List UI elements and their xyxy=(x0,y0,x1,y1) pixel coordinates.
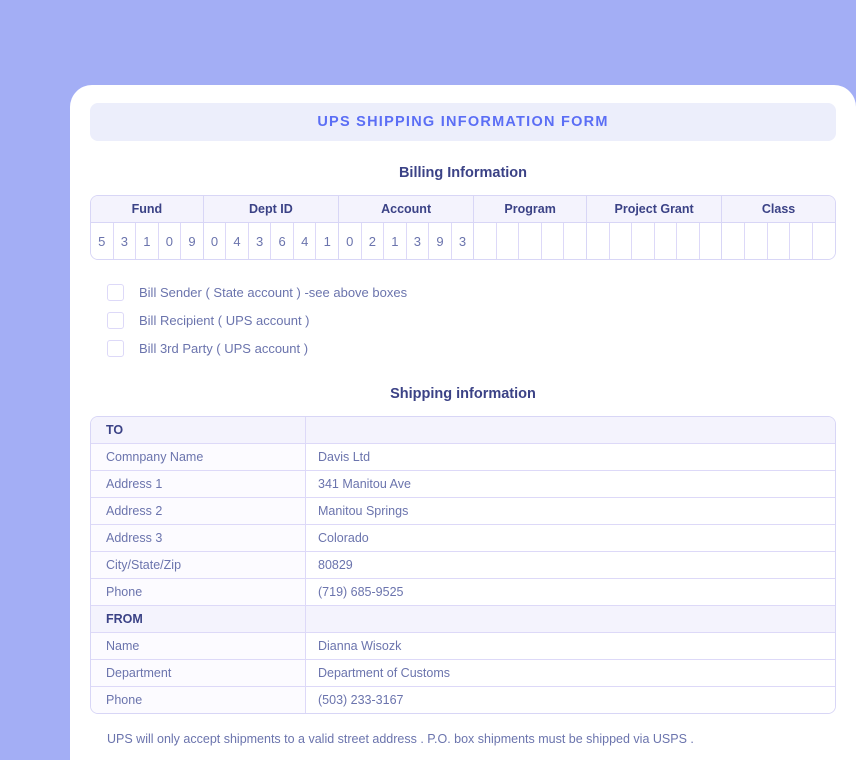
table-row-label: Address 2 xyxy=(91,498,306,524)
billing-code-cell[interactable] xyxy=(564,223,586,259)
billing-code-cell[interactable]: 1 xyxy=(316,223,338,259)
table-row-label: Address 1 xyxy=(91,471,306,497)
billing-code-cell[interactable]: 3 xyxy=(249,223,272,259)
billing-group-header-row xyxy=(91,196,835,223)
billing-code-cell[interactable]: 0 xyxy=(204,223,227,259)
table-row xyxy=(91,525,835,552)
checkbox-icon[interactable] xyxy=(107,312,124,329)
billing-group-label: Program xyxy=(474,196,587,223)
billing-group-label: Project Grant xyxy=(587,196,722,223)
billing-option-label: Bill 3rd Party ( UPS account ) xyxy=(139,340,309,356)
billing-group-label: Dept ID xyxy=(204,196,339,223)
billing-code-cell[interactable] xyxy=(700,223,722,259)
table-row xyxy=(91,687,835,713)
table-row-label: Phone xyxy=(91,579,306,605)
table-row xyxy=(91,471,835,498)
billing-group-cells-row xyxy=(91,223,835,259)
table-row-value[interactable]: 80829 xyxy=(306,552,835,578)
billing-code-cell[interactable] xyxy=(790,223,813,259)
billing-option-list xyxy=(90,278,836,362)
billing-code-cell[interactable] xyxy=(655,223,678,259)
billing-code-cell[interactable]: 1 xyxy=(136,223,159,259)
table-row-label: TO xyxy=(91,417,306,443)
billing-group-label: Class xyxy=(722,196,835,223)
table-row-value[interactable] xyxy=(306,606,835,632)
billing-group-cells xyxy=(474,223,587,259)
form-title-banner xyxy=(90,103,836,141)
table-row-value[interactable]: Colorado xyxy=(306,525,835,551)
billing-code-cell[interactable]: 1 xyxy=(384,223,407,259)
table-section-row xyxy=(91,417,835,444)
billing-code-cell[interactable]: 2 xyxy=(362,223,385,259)
table-row-value[interactable]: Manitou Springs xyxy=(306,498,835,524)
table-row-label: Comnpany Name xyxy=(91,444,306,470)
billing-group-cells xyxy=(91,223,204,259)
billing-group-cells xyxy=(722,223,835,259)
billing-option-row[interactable] xyxy=(107,306,836,334)
billing-group-label: Account xyxy=(339,196,474,223)
table-row-value[interactable]: (503) 233-3167 xyxy=(306,687,835,713)
billing-section-heading: Billing Information xyxy=(398,165,528,181)
table-row xyxy=(91,660,835,687)
billing-code-cell[interactable]: 5 xyxy=(91,223,114,259)
table-row-value[interactable]: Department of Customs xyxy=(306,660,835,686)
billing-code-cell[interactable] xyxy=(768,223,791,259)
billing-group-label: Fund xyxy=(91,196,204,223)
table-row-value[interactable]: Dianna Wisozk xyxy=(306,633,835,659)
billing-code-cell[interactable]: 6 xyxy=(271,223,294,259)
table-section-row xyxy=(91,606,835,633)
billing-code-cell[interactable] xyxy=(632,223,655,259)
billing-group-cells xyxy=(339,223,474,259)
billing-option-label: Bill Recipient ( UPS account ) xyxy=(139,312,310,328)
table-row xyxy=(91,444,835,471)
billing-code-cell[interactable]: 3 xyxy=(452,223,474,259)
billing-code-grid xyxy=(90,195,836,260)
billing-code-cell[interactable] xyxy=(677,223,700,259)
billing-option-row[interactable] xyxy=(107,334,836,362)
table-row-label: Department xyxy=(91,660,306,686)
billing-code-cell[interactable] xyxy=(813,223,835,259)
billing-code-cell[interactable]: 0 xyxy=(159,223,182,259)
billing-code-cell[interactable] xyxy=(745,223,768,259)
billing-code-cell[interactable]: 3 xyxy=(407,223,430,259)
table-row-label: Address 3 xyxy=(91,525,306,551)
checkbox-icon[interactable] xyxy=(107,340,124,357)
table-row xyxy=(91,552,835,579)
billing-code-cell[interactable] xyxy=(474,223,497,259)
form-note: UPS will only accept shipments to a valid street address . P.O. box shipments must be shipped via USPS . xyxy=(107,732,694,746)
table-row-value[interactable]: Davis Ltd xyxy=(306,444,835,470)
table-row-value[interactable] xyxy=(306,417,835,443)
page-title: UPS SHIPPING INFORMATION FORM xyxy=(317,114,609,130)
billing-code-cell[interactable]: 9 xyxy=(429,223,452,259)
billing-code-cell[interactable] xyxy=(587,223,610,259)
table-row-value[interactable]: (719) 685-9525 xyxy=(306,579,835,605)
billing-code-cell[interactable]: 9 xyxy=(181,223,203,259)
table-row-label: FROM xyxy=(91,606,306,632)
billing-group-cells xyxy=(587,223,722,259)
billing-code-cell[interactable] xyxy=(722,223,745,259)
table-row-label: Name xyxy=(91,633,306,659)
billing-code-cell[interactable]: 4 xyxy=(226,223,249,259)
billing-code-cell[interactable] xyxy=(519,223,542,259)
table-row xyxy=(91,579,835,606)
billing-group-cells xyxy=(204,223,339,259)
checkbox-icon[interactable] xyxy=(107,284,124,301)
shipping-information-table xyxy=(90,416,836,714)
shipping-form-card xyxy=(70,85,856,760)
billing-option-row[interactable] xyxy=(107,278,836,306)
shipping-section-heading: Shipping information xyxy=(390,386,536,402)
billing-code-cell[interactable] xyxy=(542,223,565,259)
billing-code-cell[interactable] xyxy=(497,223,520,259)
table-row-label: Phone xyxy=(91,687,306,713)
billing-code-cell[interactable]: 0 xyxy=(339,223,362,259)
table-row xyxy=(91,633,835,660)
billing-code-cell[interactable] xyxy=(610,223,633,259)
billing-option-label: Bill Sender ( State account ) -see above boxes xyxy=(139,284,408,300)
billing-code-cell[interactable]: 3 xyxy=(114,223,137,259)
table-row-value[interactable]: 341 Manitou Ave xyxy=(306,471,835,497)
table-row xyxy=(91,498,835,525)
billing-code-cell[interactable]: 4 xyxy=(294,223,317,259)
table-row-label: City/State/Zip xyxy=(91,552,306,578)
